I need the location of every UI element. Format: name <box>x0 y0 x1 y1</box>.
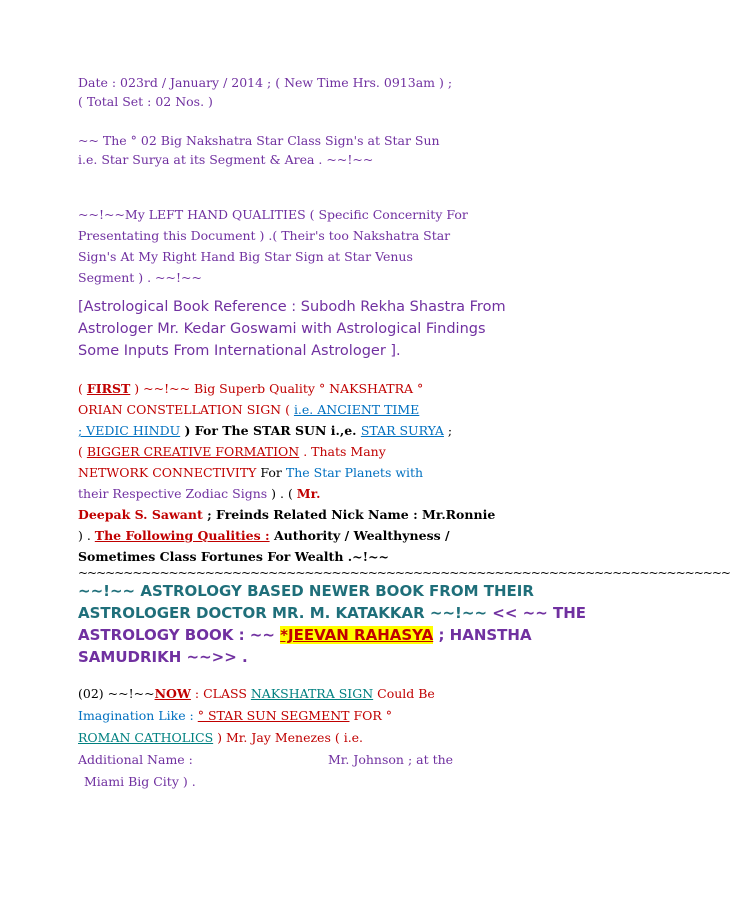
second-class-section <box>78 683 560 793</box>
first-line-8: ) . The Following Qualities : Authority / Wealthyness / <box>78 528 450 543</box>
first-line-4: ( BIGGER CREATIVE FORMATION . Thats Many <box>78 444 386 459</box>
newer-line-3: ASTROLOGY BOOK : ~~ *JEEVAN RAHASYA ; HANSTHA <box>78 626 532 644</box>
tilde-divider: ~~~~~~~~~~~~~~~~~~~~~~~~~~~~~~~~~~~~~~~~~~~~~~~~~~~~~~~~~~~~~~~~~~~~~~~~ <box>78 566 730 580</box>
second-line-3: ROMAN CATHOLICS ) Mr. Jay Menezes ( i.e. <box>78 730 364 745</box>
subject-paragraph <box>78 131 560 169</box>
qualities-line-2: Presentating this Document ) .( Their's too Nakshatra Star <box>78 228 451 243</box>
first-line-6: their Respective Zodiac Signs ) . ( Mr. <box>78 486 321 501</box>
first-line-2: ORIAN CONSTELLATION SIGN ( i.e. ANCIENT TIME <box>78 402 420 417</box>
highlighted-book-title: *JEEVAN RAHASYA <box>280 626 434 644</box>
reference-line-2: Astrologer Mr. Kedar Goswami with Astrological Findings <box>78 321 486 337</box>
newer-line-4: SAMUDRIKH ~~>> . <box>78 648 248 666</box>
first-line-9: Sometimes Class Fortunes For Wealth .~!~~ <box>78 549 390 564</box>
date-header <box>78 73 560 111</box>
date-line: Date : 023rd / January / 2014 ; ( New Time Hrs. 0913am ) ; <box>78 75 453 90</box>
second-line-5: Miami Big City ) . <box>84 774 196 789</box>
reference-line-1: [Astrological Book Reference : Subodh Rekha Shastra From <box>78 299 506 315</box>
book-reference <box>78 296 560 362</box>
qualities-paragraph <box>78 204 560 288</box>
first-quality-section <box>78 378 730 580</box>
second-line-2: Imagination Like : ° STAR SUN SEGMENT FOR ° <box>78 708 393 723</box>
first-label: FIRST <box>86 381 131 396</box>
newer-line-2: ASTROLOGER DOCTOR MR. M. KATAKKAR ~~!~~ << ~~ THE <box>78 604 587 622</box>
first-line-5: NETWORK CONNECTIVITY For The Star Planets with <box>78 465 424 480</box>
total-set-line: ( Total Set : 02 Nos. ) <box>78 94 213 109</box>
qualities-line-4: Segment ) . ~~!~~ <box>78 270 202 285</box>
reference-line-3: Some Inputs From International Astrologer ]. <box>78 343 401 359</box>
second-line-4: Additional Name : Mr. Johnson ; at the <box>78 752 454 767</box>
second-line-1: (02) ~~!~~NOW : CLASS NAKSHATRA SIGN Could Be <box>78 686 435 701</box>
first-line-7: Deepak S. Sawant ; Freinds Related Nick Name : Mr.Ronnie <box>78 507 496 522</box>
first-line-3: ; VEDIC HINDU ) For The STAR SUN i.,e. STAR SURYA ; <box>78 423 453 438</box>
qualities-line-3: Sign's At My Right Hand Big Star Sign at Star Venus <box>78 249 413 264</box>
subject-line-2: i.e. Star Surya at its Segment & Area . ~~!~~ <box>78 152 374 167</box>
qualities-line-1: ~~!~~My LEFT HAND QUALITIES ( Specific Concernity For <box>78 207 468 222</box>
newer-book-section <box>78 580 587 668</box>
subject-line-1: ~~ The ° 02 Big Nakshatra Star Class Sign's at Star Sun <box>78 133 440 148</box>
first-line-1: ( FIRST ) ~~!~~ Big Superb Quality ° NAKSHATRA ° <box>78 381 424 396</box>
newer-line-1: ~~!~~ ASTROLOGY BASED NEWER BOOK FROM THEIR <box>78 582 534 600</box>
